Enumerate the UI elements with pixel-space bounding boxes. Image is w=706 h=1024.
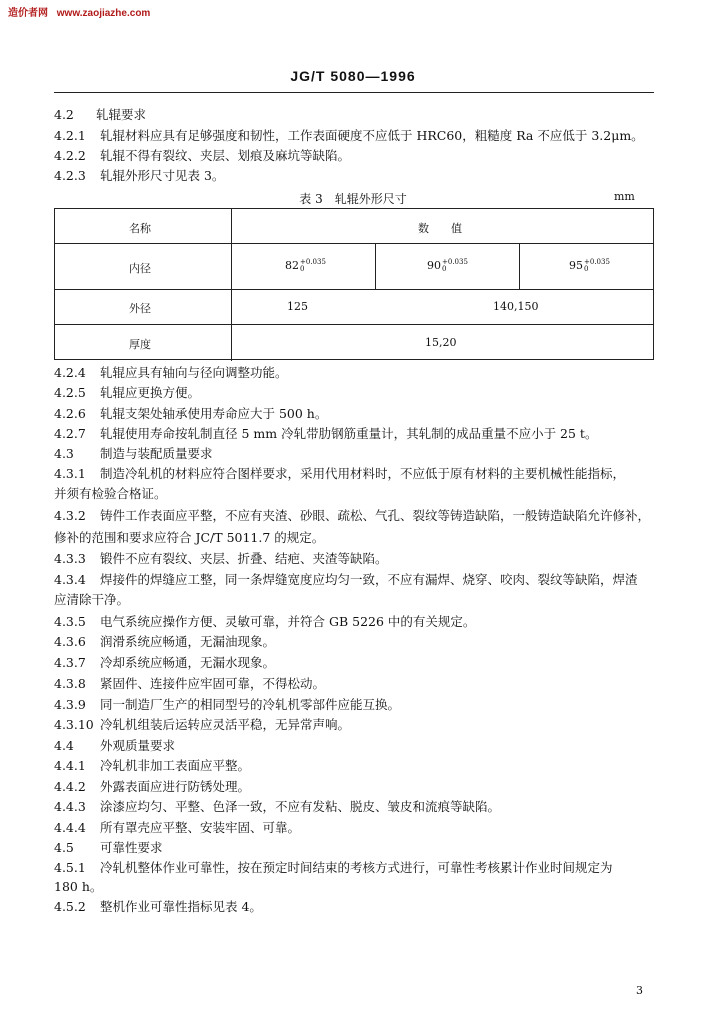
table-unit: mm: [614, 190, 635, 203]
clause-text: 并须有检验合格证。: [54, 486, 167, 501]
upper-tolerance: +0.035: [442, 258, 468, 266]
clause: [54, 717, 350, 733]
clause: [54, 406, 327, 422]
tolerance: [584, 259, 610, 273]
clause: [54, 676, 325, 692]
clause-number: 4.3.4: [54, 572, 86, 587]
clause-text: 冷轧机组装后运转应灵活平稳，无异常声响。: [100, 717, 351, 732]
clause-text: 同一制造厂生产的相同型号的冷轧机零部件应能互换。: [100, 697, 401, 712]
row-label-inner-diameter: 内径: [129, 262, 151, 275]
clause: [54, 697, 400, 713]
clause: [54, 446, 213, 462]
inner-diameter-value: [569, 259, 610, 273]
clause: [54, 840, 163, 856]
clause-text: 轧辊要求: [96, 107, 147, 122]
clause: [54, 426, 597, 442]
clause-text: 冷轧机整体作业可靠性，按在预定时间结束的考核方式进行，可靠性考核累计作业时间规定为: [100, 860, 613, 875]
lower-tolerance: 0: [584, 265, 589, 273]
clause: [54, 899, 262, 915]
clause: [54, 508, 650, 524]
clause-text: 整机作业可靠性指标见表 4。: [100, 899, 262, 914]
clause-text: 所有罩壳应平整、安装牢固、可靠。: [100, 820, 301, 835]
clause: [54, 148, 350, 164]
clause-number: 4.4.3: [54, 799, 86, 814]
clause-text: 制造与装配质量要求: [100, 446, 213, 461]
clause: [54, 738, 175, 754]
clause: [54, 614, 475, 630]
clause-text: 轧辊不得有裂纹、夹层、划痕及麻坑等缺陷。: [100, 148, 351, 163]
clause-number: 4.2.6: [54, 406, 86, 421]
table-rule: [55, 324, 653, 325]
clause: [54, 551, 388, 567]
clause: [54, 466, 625, 482]
clause-number: 4.5.1: [54, 860, 86, 875]
clause-number: 4.2.5: [54, 385, 86, 400]
clause: [54, 758, 250, 774]
clause-text: 轧辊外形尺寸见表 3。: [100, 168, 225, 183]
clause-number: 4.3: [54, 446, 74, 461]
row-label-thickness: 厚度: [129, 338, 151, 351]
clause-number: 4.5: [54, 840, 74, 855]
clause: [54, 820, 300, 836]
clause-number: 4.2.2: [54, 148, 86, 163]
lower-tolerance: 0: [300, 265, 305, 273]
clause-number: 4.3.6: [54, 634, 86, 649]
clause: [54, 572, 638, 588]
clause-continuation: [54, 592, 129, 608]
table-caption: 表 3 轧辊外形尺寸: [299, 192, 407, 206]
clause-text: 焊接件的焊缝应工整，同一条焊缝宽度应均匀一致，不应有漏焊、烧穿、咬肉、裂纹等缺陷，焊渣: [100, 572, 638, 587]
clause-number: 4.3.5: [54, 614, 86, 629]
clause-number: 4.2.4: [54, 365, 86, 380]
inner-diameter-value: [285, 259, 326, 273]
clause-number: 4.3.9: [54, 697, 86, 712]
clause-text: 应清除干净。: [54, 592, 130, 607]
clause-text: 冷轧机非加工表面应平整。: [100, 758, 251, 773]
upper-tolerance: +0.035: [300, 258, 326, 266]
clause-number: 4.2.3: [54, 168, 86, 183]
watermark-url: www.zaojiazhe.com: [56, 8, 151, 19]
clause: [54, 634, 275, 650]
lower-tolerance: 0: [442, 265, 447, 273]
standard-code-header: JG/T 5080—1996: [290, 68, 416, 84]
clause-text: 铸件工作表面应平整，不应有夹渣、砂眼、疏松、气孔、裂纹等铸造缺陷，一般铸造缺陷允许修补，: [100, 508, 651, 523]
clause-number: 4.4.4: [54, 820, 86, 835]
clause-text: 外露表面应进行防锈处理。: [100, 779, 251, 794]
nominal-size: 95: [569, 259, 583, 272]
clause-text: 可靠性要求: [100, 840, 163, 855]
clause-text: 外观质量要求: [100, 738, 176, 753]
section-heading: [54, 107, 146, 123]
table-rule: [55, 243, 653, 244]
inner-diameter-value: [427, 259, 468, 273]
header-values: 数 值: [418, 222, 462, 235]
clause-number: 4.3.1: [54, 466, 86, 481]
clause-text: 锻件不应有裂纹、夹层、折叠、结疤、夹渣等缺陷。: [100, 551, 388, 566]
clause: [54, 128, 644, 144]
clause-text: 紧固件、连接件应牢固可靠，不得松动。: [100, 676, 326, 691]
clause-continuation: [54, 530, 324, 546]
table-rule: [231, 209, 232, 361]
outer-diameter-value: 140,150: [493, 300, 539, 313]
clause-number: 4.3.2: [54, 508, 86, 523]
clause: [54, 365, 288, 381]
clause-text: 涂漆应均匀、平整、色泽一致，不应有发粘、脱皮、皱皮和流痕等缺陷。: [100, 799, 501, 814]
header-name: 名称: [129, 222, 151, 235]
clause-number: 4.4.2: [54, 779, 86, 794]
clause: [54, 168, 224, 184]
row-label-outer-diameter: 外径: [129, 302, 151, 315]
clause-number: 4.3.8: [54, 676, 86, 691]
nominal-size: 90: [427, 259, 441, 272]
clause-text: 轧辊应更换方便。: [100, 385, 201, 400]
clause-text: 冷却系统应畅通，无漏水现象。: [100, 655, 276, 670]
clause-text: 轧辊应具有轴向与径向调整功能。: [100, 365, 288, 380]
watermark: [8, 4, 150, 19]
roller-dimension-table: [54, 208, 654, 360]
header-rule: [54, 92, 654, 93]
clause: [54, 779, 250, 795]
clause-number: 4.3.3: [54, 551, 86, 566]
clause: [54, 799, 500, 815]
nominal-size: 82: [285, 259, 299, 272]
clause-text: 制造冷轧机的材料应符合图样要求，采用代用材料时，不应低于原有材料的主要机械性能指标，: [100, 466, 626, 481]
upper-tolerance: +0.035: [584, 258, 610, 266]
clause-text: 电气系统应操作方便、灵敏可靠，并符合 GB 5226 中的有关规定。: [100, 614, 476, 629]
clause: [54, 385, 200, 401]
watermark-site-name: 造价者网: [8, 8, 48, 19]
clause-text: 轧辊使用寿命按轧制直径 5 mm 冷轧带肋钢筋重量计，其轧制的成品重量不应小于 25 t。: [100, 426, 598, 441]
table-rule: [519, 243, 520, 289]
clause-number: 4.2: [54, 107, 74, 122]
clause-number: 4.5.2: [54, 899, 86, 914]
clause: [54, 655, 275, 671]
clause-text: 润滑系统应畅通，无漏油现象。: [100, 634, 276, 649]
clause-number: 4.4: [54, 738, 74, 753]
clause-number: 4.2.1: [54, 128, 86, 143]
clause-continuation: [54, 879, 102, 895]
page-number: 3: [636, 984, 643, 997]
clause-number: 4.2.7: [54, 426, 86, 441]
table-rule: [375, 243, 376, 289]
clause-text: 修补的范围和要求应符合 JC/T 5011.7 的规定。: [54, 530, 325, 545]
clause-text: 轧辊材料应具有足够强度和韧性，工作表面硬度不应低于 HRC60，粗糙度 Ra 不应低于 3.2μm。: [100, 128, 644, 143]
clause: [54, 860, 613, 876]
thickness-value: 15,20: [425, 336, 457, 349]
clause-number: 4.3.10: [54, 717, 94, 732]
clause-number: 4.3.7: [54, 655, 86, 670]
table-rule: [55, 289, 653, 290]
outer-diameter-value: 125: [287, 300, 308, 313]
clause-text: 轧辊支架处轴承使用寿命应大于 500 h。: [100, 406, 328, 421]
tolerance: [442, 259, 468, 273]
clause-text: 180 h。: [54, 879, 103, 894]
clause-continuation: [54, 486, 167, 502]
clause-number: 4.4.1: [54, 758, 86, 773]
tolerance: [300, 259, 326, 273]
